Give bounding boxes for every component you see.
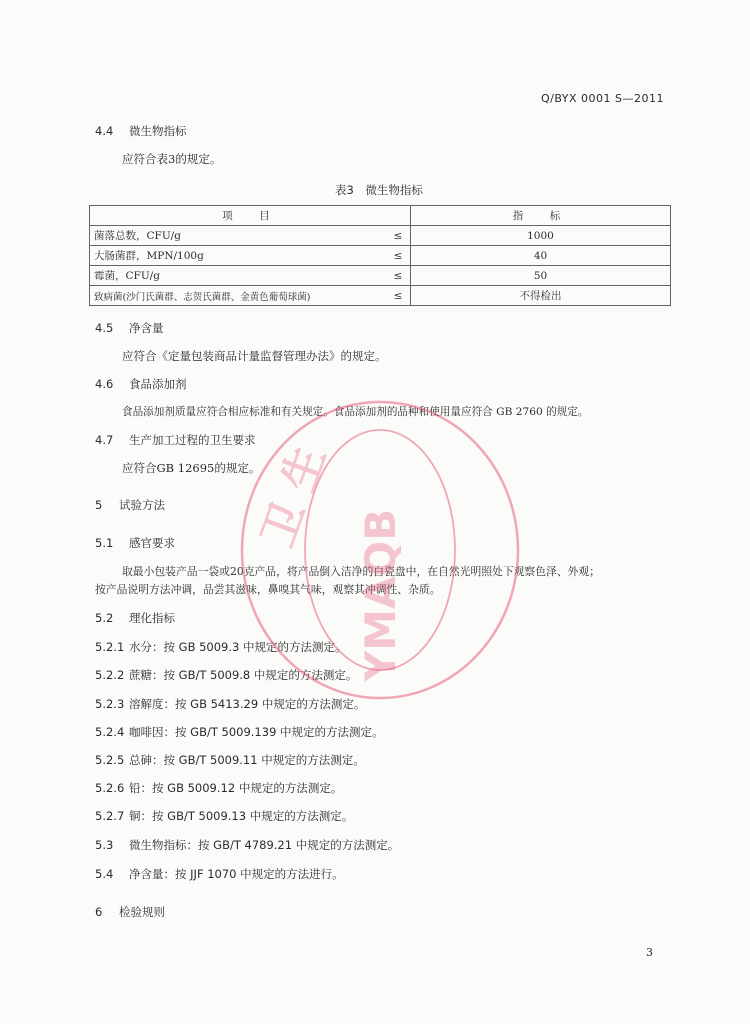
table-header-value: 指 标 <box>411 206 671 226</box>
section-number: 4.5 <box>95 321 114 335</box>
section-4-4-text: 应符合表3的规定。 <box>122 152 222 166</box>
section-title: 试验方法 <box>119 498 165 512</box>
table-row <box>90 286 671 306</box>
item-text: 溶解度：按 GB 5413.29 中规定的方法测定。 <box>129 697 366 711</box>
section-number: 5.4 <box>95 867 114 881</box>
section-number: 6 <box>95 905 103 919</box>
item-number: 5.2.7 <box>95 809 125 823</box>
list-item <box>95 752 365 768</box>
section-5-4 <box>95 866 344 882</box>
section-text: 净含量：按 JJF 1070 中规定的方法进行。 <box>129 867 344 881</box>
section-5-1-heading <box>95 535 175 551</box>
section-number: 5.2 <box>95 611 114 625</box>
item-text: 蔗糖：按 GB/T 5009.8 中规定的方法测定。 <box>129 668 358 682</box>
table-cell-item: 菌落总数，CFU/g <box>90 226 387 246</box>
table-cell-value: 50 <box>411 266 671 286</box>
section-4-7-text: 应符合GB 12695的规定。 <box>122 461 261 475</box>
section-title: 感官要求 <box>129 536 175 550</box>
item-text: 咖啡因：按 GB/T 5009.139 中规定的方法测定。 <box>129 725 384 739</box>
section-number: 5.1 <box>95 536 114 550</box>
section-4-4-heading <box>95 123 187 139</box>
seal-text-arc: 卫 生 <box>252 439 336 554</box>
section-title: 净含量 <box>129 321 164 335</box>
section-number: 4.4 <box>95 124 114 138</box>
item-text: 总砷：按 GB/T 5009.11 中规定的方法测定。 <box>129 753 365 767</box>
section-5-2-heading <box>95 610 175 626</box>
section-4-5-text: 应符合《定量包装商品计量监督管理办法》的规定。 <box>122 349 387 363</box>
section-title: 食品添加剂 <box>129 377 187 391</box>
table-cell-value: 不得检出 <box>411 286 671 306</box>
section-title: 生产加工过程的卫生要求 <box>129 433 256 447</box>
section-6-heading <box>95 904 165 920</box>
table-cell-operator: ≤ <box>386 226 411 246</box>
table-header-row <box>90 206 671 226</box>
list-item <box>95 667 357 683</box>
item-number: 5.2.5 <box>95 753 125 767</box>
table-3 <box>89 205 671 306</box>
table-row <box>90 266 671 286</box>
section-4-7-heading <box>95 432 256 448</box>
section-number: 5.3 <box>95 838 114 852</box>
table-cell-item: 大肠菌群，MPN/100g <box>90 246 387 266</box>
list-item <box>95 780 342 796</box>
table-row <box>90 226 671 246</box>
list-item <box>95 696 365 712</box>
list-item <box>95 639 347 655</box>
page-number: 3 <box>646 946 653 959</box>
table-cell-operator: ≤ <box>386 246 411 266</box>
table-cell-operator: ≤ <box>386 266 411 286</box>
section-text: 微生物指标：按 GB/T 4789.21 中规定的方法测定。 <box>129 838 400 852</box>
table-cell-item: 霉菌，CFU/g <box>90 266 387 286</box>
section-title: 微生物指标 <box>129 124 187 138</box>
list-item <box>95 724 384 740</box>
section-4-6-text: 食品添加剂质量应符合相应标准和有关规定。食品添加剂的品种和使用量应符合 GB 2760 的规定。 <box>122 406 589 418</box>
table-cell-item: 致病菌(沙门氏菌群、志贺氏菌群、金黄色葡萄球菌) <box>90 286 387 306</box>
item-text: 铜：按 GB/T 5009.13 中规定的方法测定。 <box>129 809 354 823</box>
table-header-item: 项 目 <box>90 206 411 226</box>
item-number: 5.2.1 <box>95 640 125 654</box>
section-5-1-text-line1: 取最小包装产品一袋或20克产品，将产品倒入洁净的白瓷盘中，在自然光明照处下观察色泽、外观； <box>122 565 601 578</box>
section-number: 4.6 <box>95 377 114 391</box>
item-number: 5.2.2 <box>95 668 125 682</box>
document-code: Q/BYX 0001 S—2011 <box>540 92 664 105</box>
item-number: 5.2.3 <box>95 697 125 711</box>
section-5-heading <box>95 497 165 513</box>
section-title: 理化指标 <box>129 611 175 625</box>
table-cell-value: 1000 <box>411 226 671 246</box>
table-cell-operator: ≤ <box>386 286 411 306</box>
list-item <box>95 808 353 824</box>
item-text: 铅：按 GB 5009.12 中规定的方法测定。 <box>129 781 343 795</box>
table-cell-value: 40 <box>411 246 671 266</box>
item-number: 5.2.4 <box>95 725 125 739</box>
item-text: 水分：按 GB 5009.3 中规定的方法测定。 <box>129 640 347 654</box>
table-row <box>90 246 671 266</box>
section-title: 检验规则 <box>119 905 165 919</box>
seal-text-code: YMAQB <box>356 508 405 682</box>
table-3-caption: 表3 微生物指标 <box>335 183 423 197</box>
item-number: 5.2.6 <box>95 781 125 795</box>
section-5-3 <box>95 837 399 853</box>
section-number: 4.7 <box>95 433 114 447</box>
section-4-6-heading <box>95 376 187 392</box>
section-number: 5 <box>95 498 103 512</box>
section-4-5-heading <box>95 320 164 336</box>
section-5-1-text-line2: 按产品说明方法冲调，品尝其滋味，鼻嗅其气味，观察其冲调性、杂质。 <box>95 583 441 596</box>
